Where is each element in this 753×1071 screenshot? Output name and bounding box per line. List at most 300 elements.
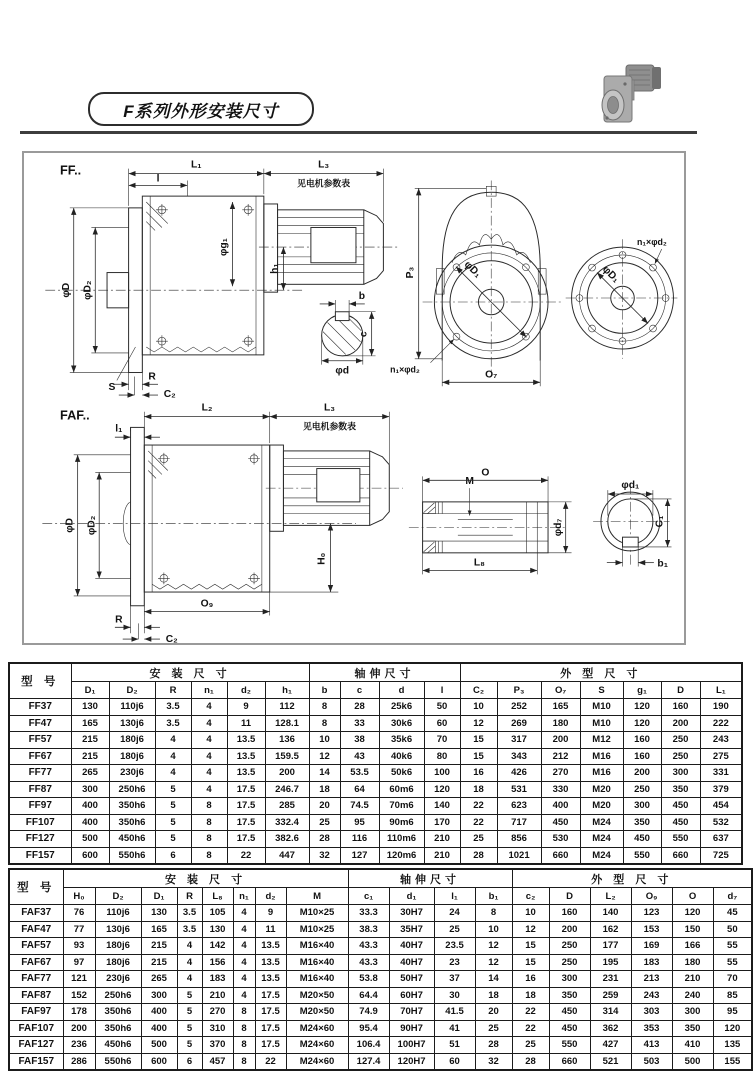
value-cell: 32: [309, 847, 340, 864]
column-header: l: [424, 682, 460, 699]
model-cell: FF67: [9, 748, 71, 765]
value-cell: 8: [309, 699, 340, 716]
column-header: D: [549, 888, 590, 905]
value-cell: 210: [672, 971, 713, 988]
column-header: b₁: [475, 888, 512, 905]
value-cell: 28: [309, 831, 340, 848]
value-cell: 4: [233, 938, 255, 955]
column-header: P₃: [497, 682, 541, 699]
table-row: [9, 938, 752, 955]
value-cell: 210: [424, 831, 460, 848]
value-cell: 450: [541, 814, 580, 831]
value-cell: 5: [177, 1004, 202, 1021]
value-cell: 120: [623, 699, 661, 716]
value-cell: 215: [71, 748, 109, 765]
value-cell: 17.5: [227, 831, 265, 848]
value-cell: 10: [512, 905, 549, 922]
value-cell: 314: [590, 1004, 631, 1021]
value-cell: 6: [177, 1053, 202, 1070]
value-cell: 4: [233, 971, 255, 988]
value-cell: 5: [155, 814, 191, 831]
value-cell: 180j6: [95, 954, 141, 971]
value-cell: 4: [155, 765, 191, 782]
value-cell: 22: [227, 847, 265, 864]
value-cell: M16×40: [286, 938, 348, 955]
column-header: H₀: [63, 888, 95, 905]
value-cell: 500: [672, 1053, 713, 1070]
column-header: R: [177, 888, 202, 905]
dim-label-c: c: [358, 331, 370, 338]
value-cell: 343: [497, 748, 541, 765]
faf-drawing: [24, 398, 684, 646]
value-cell: M20: [580, 781, 623, 798]
dim-label-n1d2-flange: n₁×φd₂: [637, 237, 667, 248]
value-cell: 12: [309, 748, 340, 765]
model-cell: FAF37: [9, 905, 63, 922]
table-row: [9, 905, 752, 922]
value-cell: 100H7: [389, 1037, 434, 1054]
value-cell: 152: [63, 987, 95, 1004]
value-cell: M24×60: [286, 1053, 348, 1070]
value-cell: 550: [661, 831, 700, 848]
value-cell: 14: [309, 765, 340, 782]
column-header: D₁: [71, 682, 109, 699]
value-cell: 317: [497, 732, 541, 749]
value-cell: 243: [631, 987, 672, 1004]
model-cell: FF107: [9, 814, 71, 831]
value-cell: 183: [631, 954, 672, 971]
table-row: [9, 954, 752, 971]
value-cell: 128.1: [265, 715, 309, 732]
value-cell: 35H7: [389, 921, 434, 938]
value-cell: 8: [233, 1004, 255, 1021]
value-cell: 4: [233, 987, 255, 1004]
model-cell: FAF87: [9, 987, 63, 1004]
dim-label-C2-faf: C₂: [165, 634, 178, 646]
value-cell: 120H7: [389, 1053, 434, 1070]
dim-label-R-faf: R: [115, 614, 123, 626]
value-cell: 17.5: [227, 814, 265, 831]
value-cell: 450: [549, 1020, 590, 1037]
value-cell: 13.5: [227, 748, 265, 765]
table-row: [9, 1053, 752, 1070]
value-cell: 90H7: [389, 1020, 434, 1037]
value-cell: 43.3: [348, 938, 389, 955]
value-cell: 250: [661, 732, 700, 749]
motor-note: 见电机参数表: [297, 178, 351, 189]
value-cell: 13.5: [255, 954, 286, 971]
value-cell: M20: [580, 798, 623, 815]
ff-drawing: [24, 153, 684, 401]
ff-view-label: FF..: [60, 162, 82, 178]
value-cell: 270: [541, 765, 580, 782]
dim-label-H0: H₀: [316, 552, 328, 565]
ff-dimension-table: [8, 662, 743, 865]
value-cell: 16: [460, 765, 497, 782]
value-cell: 4: [233, 954, 255, 971]
value-cell: 300: [141, 987, 177, 1004]
dim-label-C2: C₂: [163, 389, 176, 401]
column-header: D₁: [141, 888, 177, 905]
value-cell: 180j6: [109, 732, 155, 749]
value-cell: 4: [191, 699, 227, 716]
value-cell: 379: [700, 781, 742, 798]
value-cell: 38.3: [348, 921, 389, 938]
value-cell: 180: [541, 715, 580, 732]
value-cell: 140: [424, 798, 460, 815]
value-cell: 8: [191, 831, 227, 848]
column-header: S: [580, 682, 623, 699]
value-cell: 265: [141, 971, 177, 988]
value-cell: 23: [434, 954, 475, 971]
value-cell: 116: [340, 831, 379, 848]
value-cell: 215: [141, 954, 177, 971]
value-cell: 660: [661, 847, 700, 864]
value-cell: 300: [549, 971, 590, 988]
value-cell: 120: [672, 905, 713, 922]
dim-label-d7: φd₇: [552, 518, 564, 537]
column-header: b: [309, 682, 340, 699]
value-cell: 41: [434, 1020, 475, 1037]
table-row: [9, 847, 742, 864]
value-cell: 3.5: [177, 921, 202, 938]
value-cell: 40H7: [389, 954, 434, 971]
column-header: c₁: [348, 888, 389, 905]
value-cell: 10: [309, 732, 340, 749]
dim-label-C1: C₁: [654, 515, 666, 528]
value-cell: 8: [233, 1037, 255, 1054]
value-cell: 190: [700, 699, 742, 716]
dim-label-P3: P₃: [404, 266, 416, 279]
value-cell: 362: [590, 1020, 631, 1037]
value-cell: 13.5: [227, 765, 265, 782]
column-header: d₂: [255, 888, 286, 905]
value-cell: 210: [424, 847, 460, 864]
dim-label-L1: L₁: [190, 159, 202, 171]
value-cell: 3.5: [155, 715, 191, 732]
value-cell: 22: [512, 1020, 549, 1037]
value-cell: 285: [265, 798, 309, 815]
value-cell: 20: [475, 1004, 512, 1021]
value-cell: 60H7: [389, 987, 434, 1004]
value-cell: 95.4: [348, 1020, 389, 1037]
value-cell: M16: [580, 748, 623, 765]
value-cell: 15: [512, 954, 549, 971]
value-cell: 13.5: [255, 938, 286, 955]
value-cell: 25: [475, 1020, 512, 1037]
value-cell: 130: [71, 699, 109, 716]
value-cell: 400: [71, 798, 109, 815]
value-cell: 165: [71, 715, 109, 732]
model-cell: FAF47: [9, 921, 63, 938]
value-cell: 4: [155, 732, 191, 749]
value-cell: 265: [71, 765, 109, 782]
value-cell: 500: [141, 1037, 177, 1054]
value-cell: 413: [631, 1037, 672, 1054]
value-cell: 12: [460, 715, 497, 732]
value-cell: 15: [460, 748, 497, 765]
dim-label-O: O: [481, 467, 490, 479]
value-cell: 215: [141, 938, 177, 955]
value-cell: 246.7: [265, 781, 309, 798]
value-cell: 17.5: [255, 1004, 286, 1021]
value-cell: 169: [631, 938, 672, 955]
value-cell: 300: [661, 765, 700, 782]
column-header: D₂: [109, 682, 155, 699]
value-cell: 120: [623, 715, 661, 732]
value-cell: 230j6: [95, 971, 141, 988]
value-cell: 123: [631, 905, 672, 922]
value-cell: 332.4: [265, 814, 309, 831]
value-cell: 127.4: [348, 1053, 389, 1070]
value-cell: 70: [713, 971, 752, 988]
value-cell: 22: [460, 814, 497, 831]
faf-dimension-table: [8, 868, 753, 1071]
value-cell: 457: [202, 1053, 233, 1070]
value-cell: 330: [541, 781, 580, 798]
value-cell: 5: [155, 781, 191, 798]
value-cell: 210: [202, 987, 233, 1004]
value-cell: 331: [700, 765, 742, 782]
value-cell: 136: [265, 732, 309, 749]
value-cell: 97: [63, 954, 95, 971]
value-cell: 60: [424, 715, 460, 732]
value-cell: 41.5: [434, 1004, 475, 1021]
table-row: [9, 831, 742, 848]
photo-motor-cap: [652, 67, 661, 89]
value-cell: 15: [460, 732, 497, 749]
value-cell: 95: [713, 1004, 752, 1021]
dim-label-O7: O₇: [485, 369, 498, 381]
table-row: [9, 921, 752, 938]
value-cell: M20×50: [286, 1004, 348, 1021]
value-cell: 350h6: [95, 1020, 141, 1037]
table-row: [9, 748, 742, 765]
value-cell: 1021: [497, 847, 541, 864]
value-cell: 5: [155, 798, 191, 815]
column-header: L₈: [202, 888, 233, 905]
value-cell: 500: [71, 831, 109, 848]
value-cell: M10: [580, 699, 623, 716]
value-cell: 637: [700, 831, 742, 848]
value-cell: 38: [340, 732, 379, 749]
value-cell: 426: [497, 765, 541, 782]
value-cell: 22: [512, 1004, 549, 1021]
column-group-header: 安 装 尺 寸: [71, 663, 309, 682]
value-cell: 155: [713, 1053, 752, 1070]
value-cell: 5: [155, 831, 191, 848]
value-cell: 4: [177, 971, 202, 988]
value-cell: M10×25: [286, 921, 348, 938]
column-header: M: [286, 888, 348, 905]
value-cell: 100: [424, 765, 460, 782]
value-cell: 165: [541, 699, 580, 716]
value-cell: 16: [512, 971, 549, 988]
page-title-box: [88, 92, 314, 126]
dim-label-d1: φd₁: [621, 480, 640, 492]
column-header: D: [661, 682, 700, 699]
value-cell: 252: [497, 699, 541, 716]
value-cell: 50: [424, 699, 460, 716]
value-cell: 17.5: [255, 987, 286, 1004]
value-cell: 110j6: [109, 699, 155, 716]
value-cell: 112: [265, 699, 309, 716]
value-cell: 60: [434, 1053, 475, 1070]
table-row: [9, 699, 742, 716]
value-cell: 24: [434, 905, 475, 922]
value-cell: 200: [549, 921, 590, 938]
value-cell: 183: [202, 971, 233, 988]
value-cell: 600: [141, 1053, 177, 1070]
column-header: L₁: [700, 682, 742, 699]
column-header: h₁: [265, 682, 309, 699]
value-cell: 660: [541, 847, 580, 864]
value-cell: 11: [227, 715, 265, 732]
value-cell: 17.5: [255, 1037, 286, 1054]
column-group-header: 安 装 尺 寸: [63, 869, 348, 888]
value-cell: 43.3: [348, 954, 389, 971]
value-cell: 33.3: [348, 905, 389, 922]
value-cell: 40k6: [379, 748, 424, 765]
value-cell: 106.4: [348, 1037, 389, 1054]
value-cell: 180j6: [109, 748, 155, 765]
model-cell: FAF127: [9, 1037, 63, 1054]
value-cell: M16: [580, 765, 623, 782]
value-cell: 259: [590, 987, 631, 1004]
model-cell: FF127: [9, 831, 71, 848]
value-cell: 30H7: [389, 905, 434, 922]
value-cell: 195: [590, 954, 631, 971]
dim-label-g1: φg₁: [218, 238, 230, 257]
value-cell: 410: [672, 1037, 713, 1054]
table-row: [9, 814, 742, 831]
value-cell: 10: [460, 699, 497, 716]
value-cell: 212: [541, 748, 580, 765]
value-cell: 8: [309, 715, 340, 732]
value-cell: 4: [191, 765, 227, 782]
value-cell: M16×40: [286, 954, 348, 971]
value-cell: 400: [71, 814, 109, 831]
value-cell: 25: [434, 921, 475, 938]
column-group-header: 轴伸尺寸: [309, 663, 460, 682]
value-cell: 4: [191, 732, 227, 749]
column-group-header: 外 型 尺 寸: [512, 869, 752, 888]
page-title: F系列外形安装尺寸: [123, 101, 279, 121]
model-cell: FF77: [9, 765, 71, 782]
value-cell: 12: [512, 921, 549, 938]
dim-label-b1: b₁: [657, 558, 668, 570]
column-header: D₂: [95, 888, 141, 905]
value-cell: 275: [700, 748, 742, 765]
value-cell: 25: [309, 814, 340, 831]
value-cell: 18: [475, 987, 512, 1004]
drawing-panel: [22, 151, 686, 645]
value-cell: 4: [155, 748, 191, 765]
product-photo: [592, 58, 670, 132]
dim-label-M: M: [465, 476, 474, 488]
value-cell: M24: [580, 814, 623, 831]
column-header: l₁: [434, 888, 475, 905]
value-cell: 14: [475, 971, 512, 988]
value-cell: 250: [549, 954, 590, 971]
value-cell: 4: [233, 905, 255, 922]
value-cell: 5: [177, 1020, 202, 1037]
value-cell: 310: [202, 1020, 233, 1037]
value-cell: 5: [177, 1037, 202, 1054]
value-cell: 17.5: [227, 781, 265, 798]
value-cell: 725: [700, 847, 742, 864]
table-row: [9, 1037, 752, 1054]
value-cell: 370: [202, 1037, 233, 1054]
value-cell: M24: [580, 831, 623, 848]
dim-label-h1: h₁: [269, 263, 281, 274]
value-cell: 8: [233, 1053, 255, 1070]
value-cell: 93: [63, 938, 95, 955]
value-cell: 70H7: [389, 1004, 434, 1021]
model-cell: FAF57: [9, 938, 63, 955]
value-cell: 550: [549, 1037, 590, 1054]
column-header: L₂: [590, 888, 631, 905]
value-cell: 60m6: [379, 781, 424, 798]
value-cell: 550h6: [95, 1053, 141, 1070]
column-header: d₇: [713, 888, 752, 905]
column-header: d₂: [227, 682, 265, 699]
value-cell: 3.5: [155, 699, 191, 716]
value-cell: M12: [580, 732, 623, 749]
column-header: R: [155, 682, 191, 699]
value-cell: 250: [549, 938, 590, 955]
model-cell: FAF97: [9, 1004, 63, 1021]
value-cell: 53.5: [340, 765, 379, 782]
value-cell: 153: [631, 921, 672, 938]
value-cell: 120m6: [379, 847, 424, 864]
value-cell: 12: [475, 954, 512, 971]
value-cell: 521: [590, 1053, 631, 1070]
value-cell: 25k6: [379, 699, 424, 716]
value-cell: 28: [475, 1037, 512, 1054]
dim-label-D1: φD₁: [461, 259, 484, 281]
value-cell: 53.8: [348, 971, 389, 988]
value-cell: 6: [155, 847, 191, 864]
value-cell: 447: [265, 847, 309, 864]
value-cell: 55: [713, 954, 752, 971]
model-cell: FF47: [9, 715, 71, 732]
value-cell: M20×50: [286, 987, 348, 1004]
value-cell: 8: [191, 847, 227, 864]
value-cell: 4: [177, 938, 202, 955]
value-cell: 180j6: [95, 938, 141, 955]
value-cell: 600: [71, 847, 109, 864]
value-cell: 105: [202, 905, 233, 922]
value-cell: 33: [340, 715, 379, 732]
value-cell: 130j6: [109, 715, 155, 732]
value-cell: 150: [672, 921, 713, 938]
table-row: [9, 1004, 752, 1021]
value-cell: 130: [141, 905, 177, 922]
value-cell: 18: [460, 781, 497, 798]
value-cell: 12: [475, 938, 512, 955]
value-cell: 450h6: [109, 831, 155, 848]
value-cell: 45: [713, 905, 752, 922]
dim-label-L3-faf: L₃: [323, 402, 336, 414]
model-cell: FF157: [9, 847, 71, 864]
value-cell: 160: [623, 748, 661, 765]
faf-view-label: FAF..: [60, 407, 90, 423]
dim-label-L2: L₂: [201, 402, 213, 414]
value-cell: 32: [475, 1053, 512, 1070]
value-cell: 200: [265, 765, 309, 782]
value-cell: 4: [233, 921, 255, 938]
